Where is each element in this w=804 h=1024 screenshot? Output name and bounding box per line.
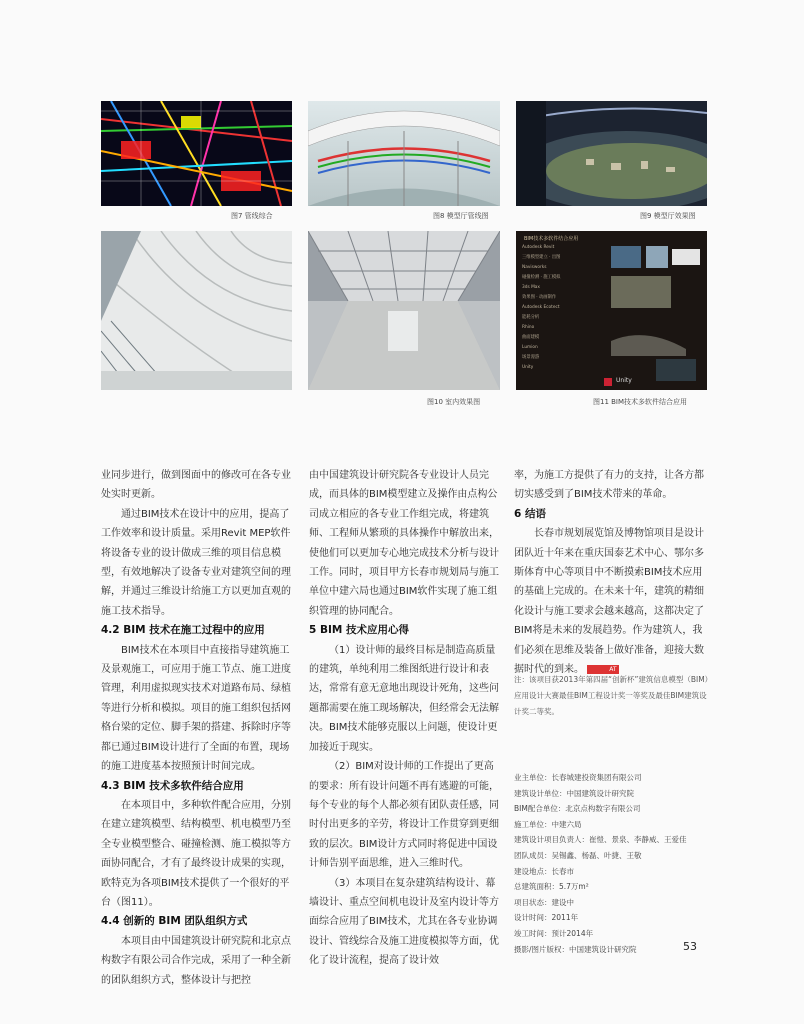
figure-11-software-panel <box>516 231 707 390</box>
fig11-row: 能耗分析 <box>522 315 540 320</box>
info-line: 业主单位：长春城建投资集团有限公司 <box>514 773 642 782</box>
figure-8-caption: 图8 模型厅管线图 <box>433 212 489 220</box>
fig11-row: Navisworks <box>522 265 547 270</box>
info-line: 建筑设计项目负责人：崔愷、景泉、李静威、王爱佳 <box>514 835 687 845</box>
paragraph: 在本项目中，多种软件配合应用，分别在建立建筑模型、结构模型、机电模型乃至全专业模型整合、碰撞检测、施工模拟等方面协同配合，才有了最终设计成果的实现，欧特克为各项BIM技术提供了一个很好的平台（图11）。 <box>101 799 291 908</box>
section-heading: 4.4 创新的 BIM 团队组织方式 <box>101 915 248 928</box>
fig11-row: Autodesk Ecotect <box>522 305 560 310</box>
page-number: 53 <box>683 940 697 953</box>
figure-11-caption: 图11 BIM技术多软件结合应用 <box>593 398 688 406</box>
figure-8-model-hall-pipes <box>308 101 500 206</box>
info-line: 摄影/图片版权：中国建筑设计研究院 <box>514 944 637 954</box>
fig11-row: 场景漫游 <box>522 355 540 360</box>
paragraph: BIM技术在本项目中直接指导建筑施工及景观施工，可应用于施工节点、施工进度管理，利用虚拟现实技术对道路布局、绿植等进行分析和模拟。项目的施工组织包括网格台梁的定位、脚手架的搭建、拆除时序等都已通过BIM设计进行了全面的布置，现场的施工进度基本按照预计时间完成。 <box>101 644 291 773</box>
paragraph: 率，为施工方提供了有力的支持，让各方都切实感受到了BIM技术带来的革命。 <box>514 470 704 501</box>
figure-9-model-hall-rendering <box>516 101 707 206</box>
project-info <box>514 770 710 957</box>
section-heading: 5 BIM 技术应用心得 <box>309 624 409 637</box>
section-heading: 6 结语 <box>514 507 546 520</box>
fig11-row: 三维模型建立 · 出图 <box>522 255 561 260</box>
figure-7-caption: 图7 管线综合 <box>231 212 273 220</box>
end-badge: AT <box>587 665 618 674</box>
info-line: 团队成员：吴锡鑫、杨磊、叶捷、王敬 <box>514 850 642 860</box>
info-line: 项目状态：建设中 <box>514 897 574 907</box>
paragraph: 由中国建筑设计研究院各专业设计人员完成，而具体的BIM模型建立及操作由点构公司成立相应的各专业工作组完成，将建筑师、工程师从繁琐的具体操作中解放出来，使他们可以更加专心地完成技术分析与设计工作。同时，项目甲方长春市规划局与施工单位中建六局也通过BIM软件实现了施工组织管理的协同配合。 <box>309 470 499 617</box>
fig11-row: 曲面建模 <box>522 335 540 340</box>
section-heading: 4.3 BIM 技术多软件结合应用 <box>101 779 244 792</box>
fig11-row: Rhino <box>522 325 535 330</box>
fig11-row: Autodesk Revit <box>522 245 555 250</box>
info-line: 建设地点：长春市 <box>514 866 574 876</box>
fig11-logo: Unity <box>616 377 632 384</box>
figure-10-interior-rendering <box>308 231 500 390</box>
info-line: 施工单位：中建六局 <box>514 819 582 829</box>
fig11-row: 3ds Max <box>522 285 540 290</box>
info-line: 设计时间：2011年 <box>514 913 579 923</box>
fig11-row: Lumion <box>522 345 538 350</box>
info-line: 总建筑面积：5.7万m² <box>514 882 589 892</box>
text-column-2 <box>309 466 503 971</box>
paragraph: （1）设计师的最终目标是制造高质量的建筑，单纯利用二维图纸进行设计和表达，常常有意无意地出现设计死角，这些问题都需要在施工现场解决，但经常会无法解决。BIM技术能够克服以上问题，使设计更加接近于现实。 <box>309 644 499 753</box>
paragraph: 本项目由中国建筑设计研究院和北京点构数字有限公司合作完成，采用了一种全新的团队组织方式，整体设计与把控 <box>101 935 291 986</box>
paragraph: （2）BIM对设计师的工作提出了更高的要求：所有设计问题不再有逃避的可能，每个专业的每个人都必须有团队责任感，同时付出更多的辛劳，将设计工作贯穿到更细致的层次。BIM设计方式同时将促进中国设计师告别平面思维，进入三维时代。 <box>309 761 499 870</box>
conclusion-text: 长春市规划展览馆及博物馆项目是设计团队近十年来在重庆国泰艺术中心、鄂尔多斯体育中心等项目中不断摸索BIM技术应用的基础上完成的。在未来十年，建筑的精细化设计与施工要求会越来越高，这都决定了BIM将是未来的发展趋势。作为建筑人，我们必须在思维及装备上做好准备，迎接大数据时代的到来。 <box>514 528 704 676</box>
fig11-row: Unity <box>522 365 534 370</box>
fig11-row: 碰撞检测 · 施工模拟 <box>522 275 561 280</box>
text-column-1 <box>101 466 295 990</box>
paragraph <box>514 524 710 679</box>
award-note: 注：该项目获2013年第四届“创新杯”建筑信息模型（BIM）应用设计大赛最佳BIM工程设计奖一等奖及最佳BIM建筑设计奖二等奖。 <box>514 675 709 716</box>
info-line: BIM配合单位：北京点构数字有限公司 <box>514 804 641 814</box>
text-column-3 <box>514 466 710 679</box>
fig11-row: 效果图 · 动画制作 <box>522 295 557 300</box>
figure-7-pipe-integration <box>101 101 292 206</box>
info-line: 建筑设计单位：中国建筑设计研究院 <box>514 788 634 798</box>
fig11-title: BIM技术多软件结合应用 <box>524 236 579 242</box>
paragraph: 业同步进行，做到图面中的修改可在各专业处实时更新。 <box>101 470 291 501</box>
figure-9-caption: 图9 模型厅效果图 <box>640 212 696 220</box>
atrium-photo <box>101 231 292 390</box>
figure-10-caption: 图10 室内效果图 <box>427 398 481 406</box>
section-heading: 4.2 BIM 技术在施工过程中的应用 <box>101 624 265 637</box>
paragraph: （3）本项目在复杂建筑结构设计、幕墙设计、重点空间机电设计及室内设计等方面综合应用了BIM技术，尤其在各专业协调设计、管线综合及施工进度模拟等方面，优化了设计流程，提高了设计效 <box>309 877 499 967</box>
paragraph: 通过BIM技术在设计中的应用，提高了工作效率和设计质量。采用Revit MEP软件将设备专业的设计做成三维的项目信息模型，有效地解决了设备专业对建筑空间的理解，并通过三维设计给施工方以更加直观的施工技术指导。 <box>101 508 291 617</box>
info-line: 竣工时间：预计2014年 <box>514 928 594 938</box>
